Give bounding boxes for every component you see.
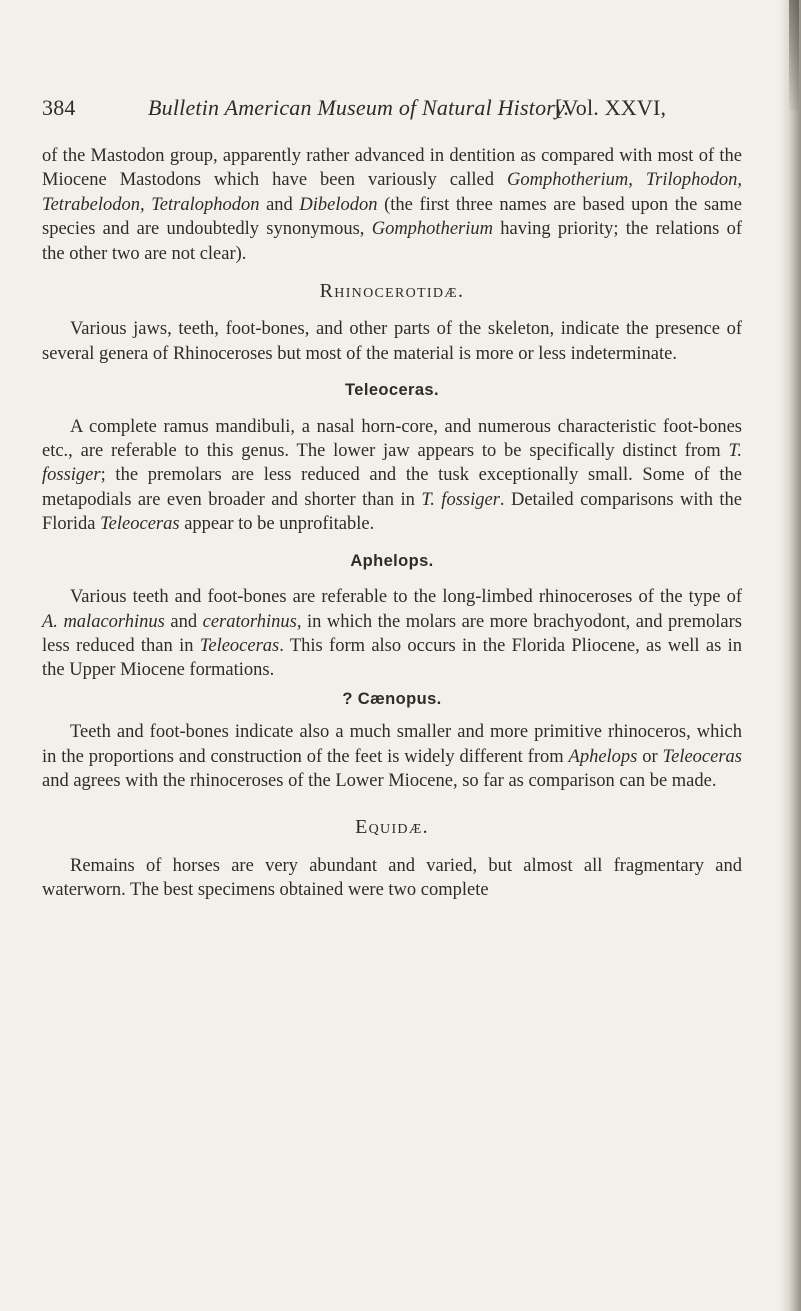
paragraph-teleoceras: A complete ramus mandibuli, a nasal horn-core, and numerous characteristic foot-bones etc., are referable to this genus. The lower jaw appears to be specifically distinct from T. fossiger; the premolars are less reduced and the tusk exceptionally small. Some of the metapodials are even broader and shorter than in T. fossiger. Detailed comparisons with the Florida Teleoceras appear to be unprofitable. <box>42 416 742 535</box>
page-edge-shadow <box>779 0 801 1311</box>
page-edge-mark <box>789 0 799 110</box>
paragraph-rhinoceroses: Various jaws, teeth, foot-bones, and other parts of the skeleton, indicate the presence of several genera of Rhinoceroses but most of the material is more or less indeterminate. <box>42 319 742 364</box>
page-number: 384 <box>42 95 76 120</box>
genus-heading-teleoceras: Teleoceras. <box>345 381 439 400</box>
volume-label: [Vol. XXVI, <box>555 95 667 120</box>
section-heading-rhinocerotidae: Rhinocerotidæ. <box>319 280 465 303</box>
paragraph-caenopus: Teeth and foot-bones indicate also a much smaller and more primitive rhinoceros, which in the proportions and construction of the feet is widely different from Aphelops or Teleoceras and agrees with the rhinoceroses of the Lower Miocene, so far as comparison can be made. <box>42 722 742 791</box>
genus-heading-aphelops: Aphelops. <box>350 551 434 570</box>
paragraph-equidae: Remains of horses are very abundant and varied, but almost all fragmentary and waterworn. The best specimens obtained were two complete <box>42 855 742 901</box>
genus-heading-caenopus: ? Cænopus. <box>342 689 442 708</box>
paragraph-aphelops: Various teeth and foot-bones are referable to the long-limbed rhinoceroses of the type of A. malacorhinus and ceratorhinus, in which the molars are more brachyodont, and premolars less reduced than in Teleoceras. This form also occurs in the Florida Pliocene, as well as in the Upper Miocene formations. <box>42 587 743 681</box>
body-text <box>42 144 742 903</box>
paragraph-mastodon: of the Mastodon group, apparently rather advanced in dentition as compared with most of the Miocene Mastodons which have been variously called Gomphotherium, Trilophodon, Tetrabelodon, Tetralophodon and Dibelodon (the first three names are based upon the same species and are undoubtedly synonymous, Gomphotherium having priority; the relations of the other two are not clear). <box>42 146 743 264</box>
section-heading-equidae: Equidæ. <box>355 816 429 839</box>
journal-title: Bulletin American Museum of Natural History. <box>148 95 570 120</box>
